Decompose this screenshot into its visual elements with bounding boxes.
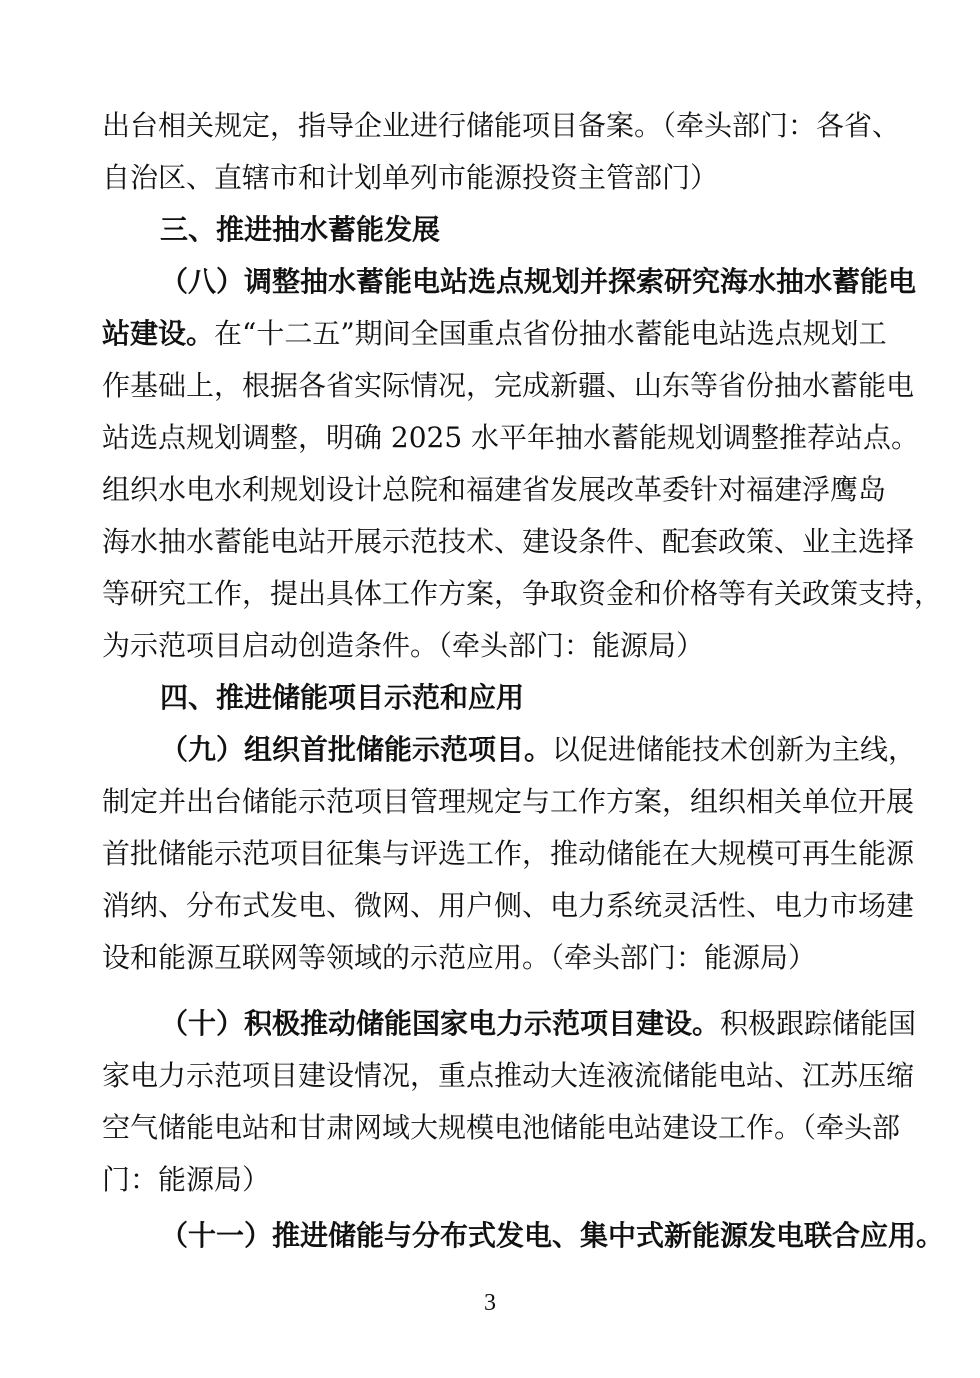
section-heading-4: 四、推进储能项目示范和应用 [160,681,525,714]
body-line: 站选点规划调整，明确 2025 水平年抽水蓄能规划调整推荐站点。 [102,421,920,454]
body-line: 海水抽水蓄能电站开展示范技术、建设条件、配套政策、业主选择 [102,525,915,558]
body-line: 为示范项目启动创造条件。（牵头部门：能源局） [102,629,705,662]
item-8-heading: （八）调整抽水蓄能电站选点规划并探索研究海水抽水蓄能电 [160,265,917,298]
body-line: 组织水电水利规划设计总院和福建省发展改革委针对福建浮鹰岛 [102,473,887,506]
body-line: 等研究工作，提出具体工作方案，争取资金和价格等有关政策支持， [102,577,943,610]
page-number: 3 [484,1290,496,1316]
body-line: 制定并出台储能示范项目管理规定与工作方案，组织相关单位开展 [102,785,915,818]
body-text: 积极跟踪储能国 [720,1007,917,1040]
body-line: 门：能源局） [102,1163,271,1196]
body-line [160,1004,917,1044]
body-line: 作基础上，根据各省实际情况，完成新疆、山东等省份抽水蓄能电 [102,369,915,402]
body-line: 家电力示范项目建设情况，重点推动大连液流储能电站、江苏压缩 [102,1059,915,1092]
body-line [102,314,887,354]
body-line [160,730,917,770]
body-line: 出台相关规定，指导企业进行储能项目备案。（牵头部门：各省、 [102,109,901,142]
body-line: 消纳、分布式发电、微网、用户侧、电力系统灵活性、电力市场建 [102,889,915,922]
item-10-heading: （十）积极推动储能国家电力示范项目建设。 [160,1007,721,1040]
body-text: 以促进储能技术创新为主线， [552,733,917,766]
section-heading-3: 三、推进抽水蓄能发展 [160,213,441,246]
item-8-heading-end: 站建设。 [102,317,215,350]
body-text: 在“十二五”期间全国重点省份抽水蓄能电站选点规划工 [214,317,887,350]
body-line: 自治区、直辖市和计划单列市能源投资主管部门） [102,161,719,194]
body-line: 首批储能示范项目征集与评选工作，推动储能在大规模可再生能源 [102,837,915,870]
body-line: 设和能源互联网等领域的示范应用。（牵头部门：能源局） [102,941,817,974]
item-9-heading: （九）组织首批储能示范项目。 [160,733,553,766]
item-11-heading: （十一）推进储能与分布式发电、集中式新能源发电联合应用。 [160,1219,945,1252]
body-line: 空气储能电站和甘肃网域大规模电池储能电站建设工作。（牵头部 [102,1111,901,1144]
